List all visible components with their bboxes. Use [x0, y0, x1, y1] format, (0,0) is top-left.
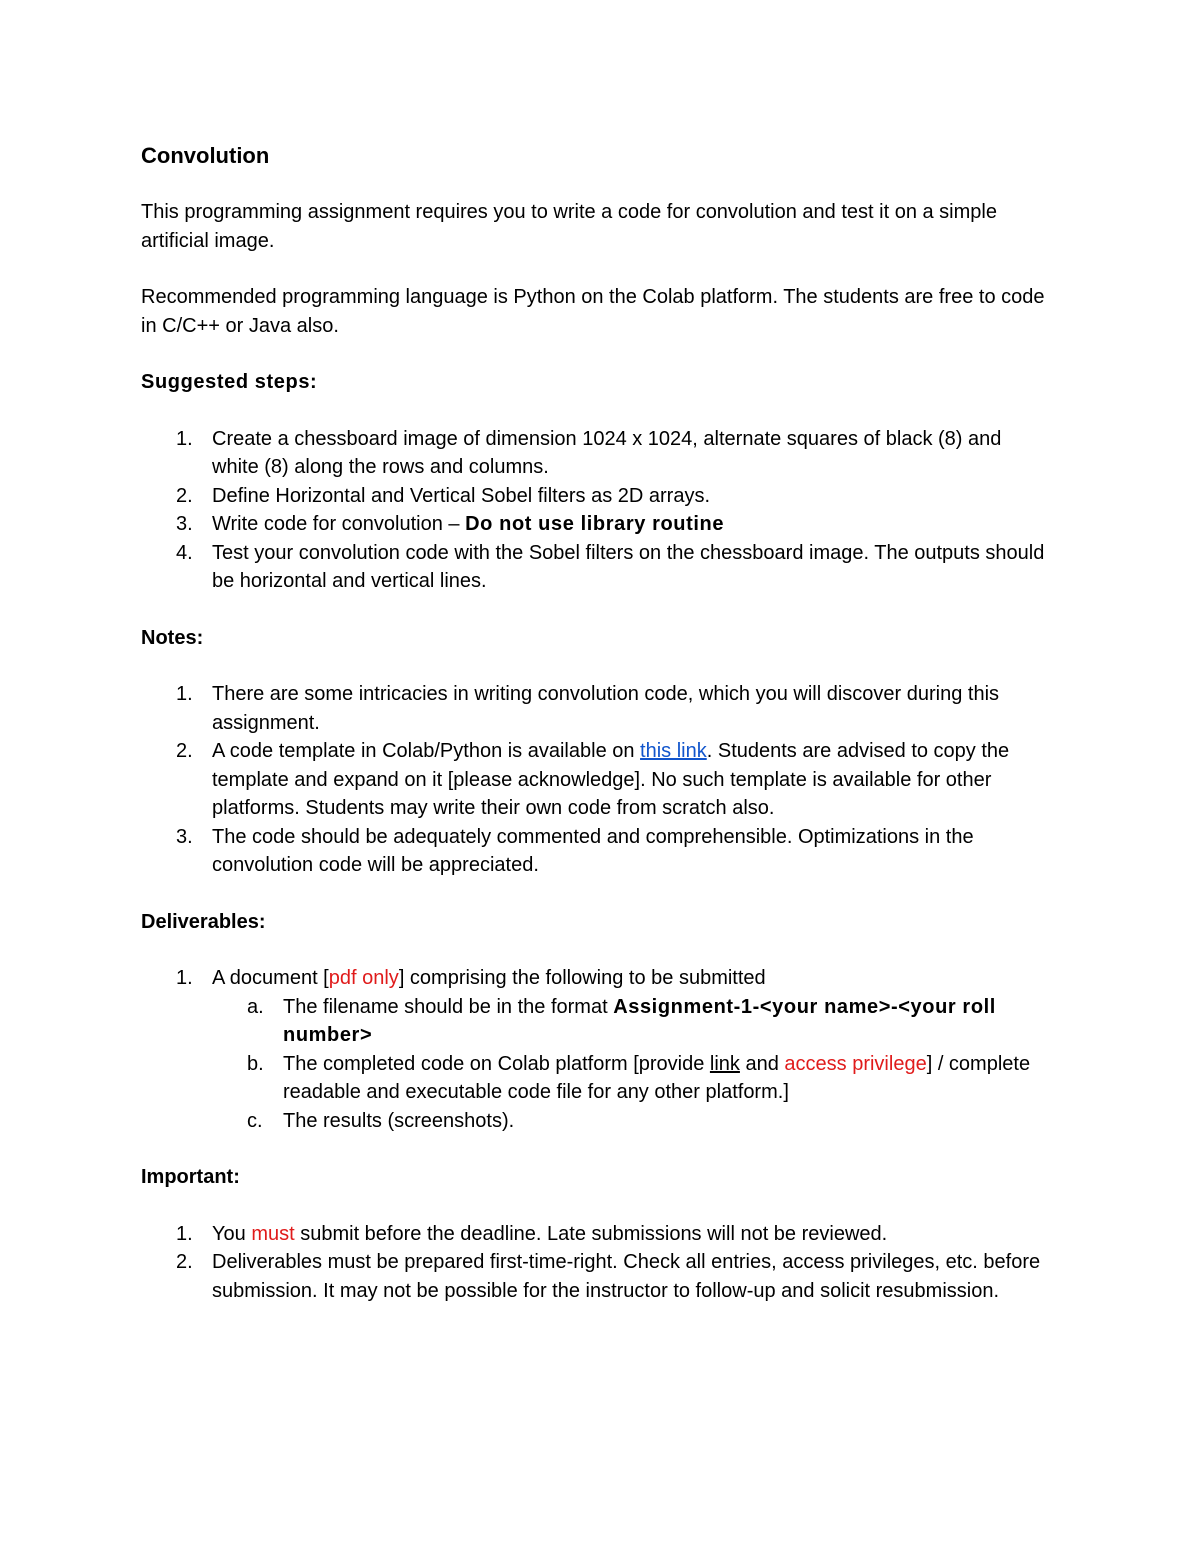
deliverables-subitem: [212, 1107, 1046, 1136]
pdf-only-text: pdf only: [328, 967, 399, 989]
steps-item: [141, 482, 1046, 511]
important-list: [141, 1220, 1046, 1306]
notes-item: [141, 680, 1046, 737]
notes-list: [141, 680, 1046, 880]
list-text: Deliverables must be prepared first-time-right. Check all entries, access privileges, etc. before submission. It may not be possible for the instructor to follow-up and solicit resubmission.: [212, 1251, 1041, 1302]
list-number: 2.: [176, 1251, 193, 1273]
list-number: 1.: [176, 427, 193, 450]
list-text: A document [: [212, 967, 329, 989]
deliverables-sublist: [212, 993, 1046, 1136]
list-letter: c.: [247, 1109, 263, 1132]
list-text: A code template in Colab/Python is available on: [212, 740, 641, 762]
list-text: Write code for convolution –: [212, 513, 466, 535]
list-text-bold: Do not use library routine: [465, 513, 725, 535]
important-item: [141, 1248, 1046, 1305]
list-text: The completed code on Colab platform [provide: [283, 1052, 710, 1075]
list-text: . Students are advised to copy the template and expand on it [please acknowledge]. No such template is available for other platforms. Students may write their own code from scratch also.: [212, 740, 1010, 819]
notes-item: [141, 737, 1046, 823]
list-number: 1.: [176, 1222, 193, 1245]
colab-link[interactable]: link: [709, 1052, 740, 1075]
steps-item: [141, 510, 1046, 539]
list-number: 1.: [176, 683, 193, 705]
steps-heading: Suggested steps:: [141, 371, 318, 393]
list-text: and: [739, 1052, 785, 1075]
must-text: must: [251, 1222, 295, 1245]
deliverables-item: [141, 964, 1046, 1135]
list-text: submit before the deadline. Late submissions will not be reviewed.: [294, 1222, 888, 1245]
list-text: Create a chessboard image of dimension 1024 x 1024, alternate squares of black (8) and white (8) along the rows and columns.: [212, 427, 1002, 478]
notes-item: [141, 823, 1046, 880]
important-heading: Important:: [141, 1166, 240, 1188]
filename-format: Assignment-1-<your name>-<your roll number>: [283, 995, 996, 1046]
document-title: Convolution: [141, 143, 270, 168]
list-text: The filename should be in the format: [283, 995, 614, 1018]
list-number: 4.: [176, 541, 193, 564]
template-link[interactable]: this link: [640, 740, 707, 762]
intro-paragraph-1: This programming assignment requires you to write a code for convolution and test it on a simple artificial image.: [141, 201, 997, 252]
access-privilege-text: access privilege: [784, 1052, 927, 1075]
deliverables-subitem: [212, 993, 1046, 1050]
list-number: 2.: [176, 484, 193, 507]
intro-paragraph-2: Recommended programming language is Python on the Colab platform. The students are free to code in C/C++ or Java also.: [141, 286, 1045, 337]
notes-heading: Notes:: [141, 626, 204, 649]
list-letter: a.: [247, 995, 264, 1018]
list-text: ] comprising the following to be submitted: [398, 967, 766, 989]
list-number: 1.: [176, 967, 193, 989]
steps-list: [141, 425, 1046, 596]
list-number: 3.: [176, 513, 193, 535]
list-text: ] / complete readable and executable code file for any other platform.]: [283, 1052, 1031, 1103]
list-text: The code should be adequately commented and comprehensible. Optimizations in the convolution code will be appreciated.: [212, 825, 974, 876]
deliverables-heading: Deliverables:: [141, 910, 266, 933]
list-text: Define Horizontal and Vertical Sobel filters as 2D arrays.: [212, 484, 711, 507]
list-text: You: [212, 1222, 252, 1245]
list-text: There are some intricacies in writing convolution code, which you will discover during this assignment.: [212, 683, 1000, 734]
list-letter: b.: [247, 1052, 264, 1075]
deliverables-list: [141, 964, 1046, 1135]
steps-item: [141, 539, 1046, 596]
steps-item: [141, 425, 1046, 482]
important-item: [141, 1220, 1046, 1249]
list-number: 3.: [176, 825, 193, 848]
document-page: [141, 141, 1046, 1333]
list-text: Test your convolution code with the Sobel filters on the chessboard image. The outputs should be horizontal and vertical lines.: [212, 541, 1045, 592]
list-text: The results (screenshots).: [283, 1109, 515, 1132]
deliverables-subitem: [212, 1050, 1046, 1107]
list-number: 2.: [176, 740, 193, 762]
